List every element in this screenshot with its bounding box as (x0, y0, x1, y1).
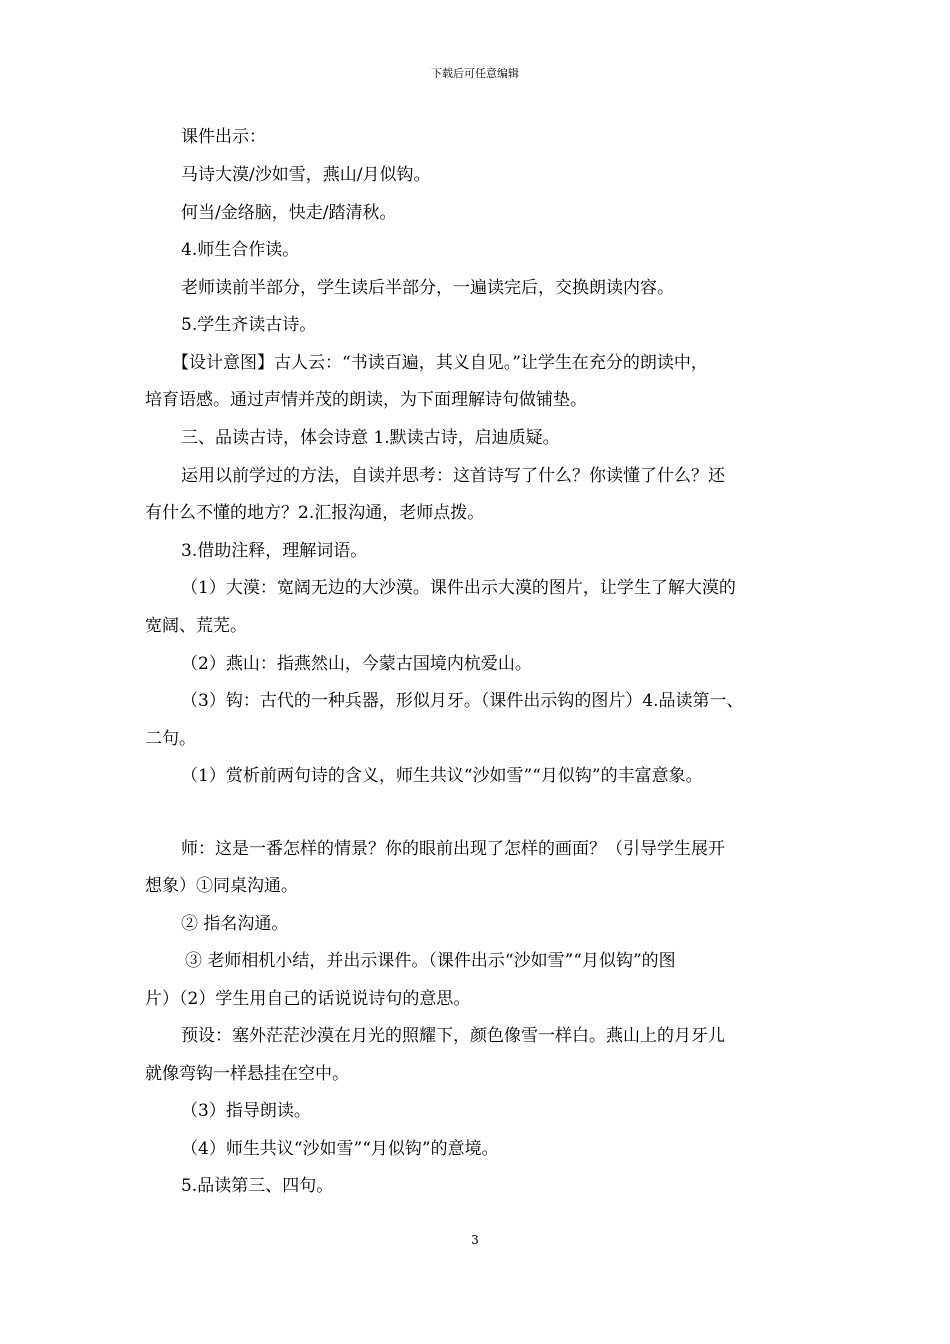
paragraph-line: 课件出示： (181, 127, 266, 147)
paragraph-line: 何当/金络脑，快走/踏清秋。 (181, 203, 397, 223)
paragraph-line: 宽阔、荒芜。 (145, 616, 247, 636)
paragraph-line: 想象）①同桌沟通。 (145, 876, 298, 896)
paragraph-line: （1）赏析前两句诗的含义，师生共议“沙如雪”“月似钩”的丰富意象。 (181, 766, 703, 786)
paragraph-line: 马诗大漠/沙如雪，燕山/月似钩。 (181, 165, 431, 185)
paragraph-line: 5.品读第三、四句。 (181, 1176, 334, 1196)
paragraph-line: ③ 老师相机小结，并出示课件。（课件出示“沙如雪”“月似钩”的图 (185, 951, 676, 971)
page-number: 3 (471, 1233, 479, 1247)
paragraph-line: 运用以前学过的方法，自读并思考：这首诗写了什么？你读懂了什么？还 (181, 466, 725, 486)
paragraph-line: 3.借助注释，理解词语。 (181, 541, 368, 561)
paragraph-line: （4）师生共议“沙如雪”“月似钩”的意境。 (181, 1139, 499, 1159)
paragraph-line: 培育语感。通过声情并茂的朗读，为下面理解诗句做铺垫。 (145, 390, 587, 410)
paragraph-line: 【设计意图】古人云：“书读百遍，其义自见。”让学生在充分的朗读中， (172, 353, 708, 373)
paragraph-line: 二句。 (145, 729, 196, 749)
paragraph-line: （1）大漠：宽阔无边的大沙漠。课件出示大漠的图片，让学生了解大漠的 (181, 578, 736, 598)
paragraph-line: 4.师生合作读。 (181, 240, 300, 260)
paragraph-line: （2）燕山：指燕然山，今蒙古国境内杭爱山。 (181, 654, 532, 674)
paragraph-line: 片）（2）学生用自己的话说说诗句的意思。 (145, 989, 471, 1009)
paragraph-line: （3）指导朗读。 (181, 1101, 311, 1121)
section-heading: 三、品读古诗，体会诗意 1.默读古诗，启迪质疑。 (181, 428, 560, 448)
paragraph-line: 师：这是一番怎样的情景？你的眼前出现了怎样的画面？（引导学生展开 (181, 839, 725, 859)
paragraph-line: 预设：塞外茫茫沙漠在月光的照耀下，颜色像雪一样白。燕山上的月牙儿 (181, 1026, 725, 1046)
paragraph-line: （3）钩：古代的一种兵器，形似月牙。（课件出示钩的图片）4.品读第一、 (181, 691, 744, 711)
paragraph-line: 老师读前半部分，学生读后半部分，一遍读完后，交换朗读内容。 (181, 278, 674, 298)
paragraph-line: 有什么不懂的地方？2.汇报沟通，老师点拨。 (145, 503, 485, 523)
paragraph-line: ② 指名沟通。 (181, 914, 289, 934)
paragraph-line: 就像弯钩一样悬挂在空中。 (145, 1064, 349, 1084)
paragraph-line: 5.学生齐读古诗。 (181, 315, 317, 335)
page-header: 下载后可任意编辑 (431, 67, 519, 80)
